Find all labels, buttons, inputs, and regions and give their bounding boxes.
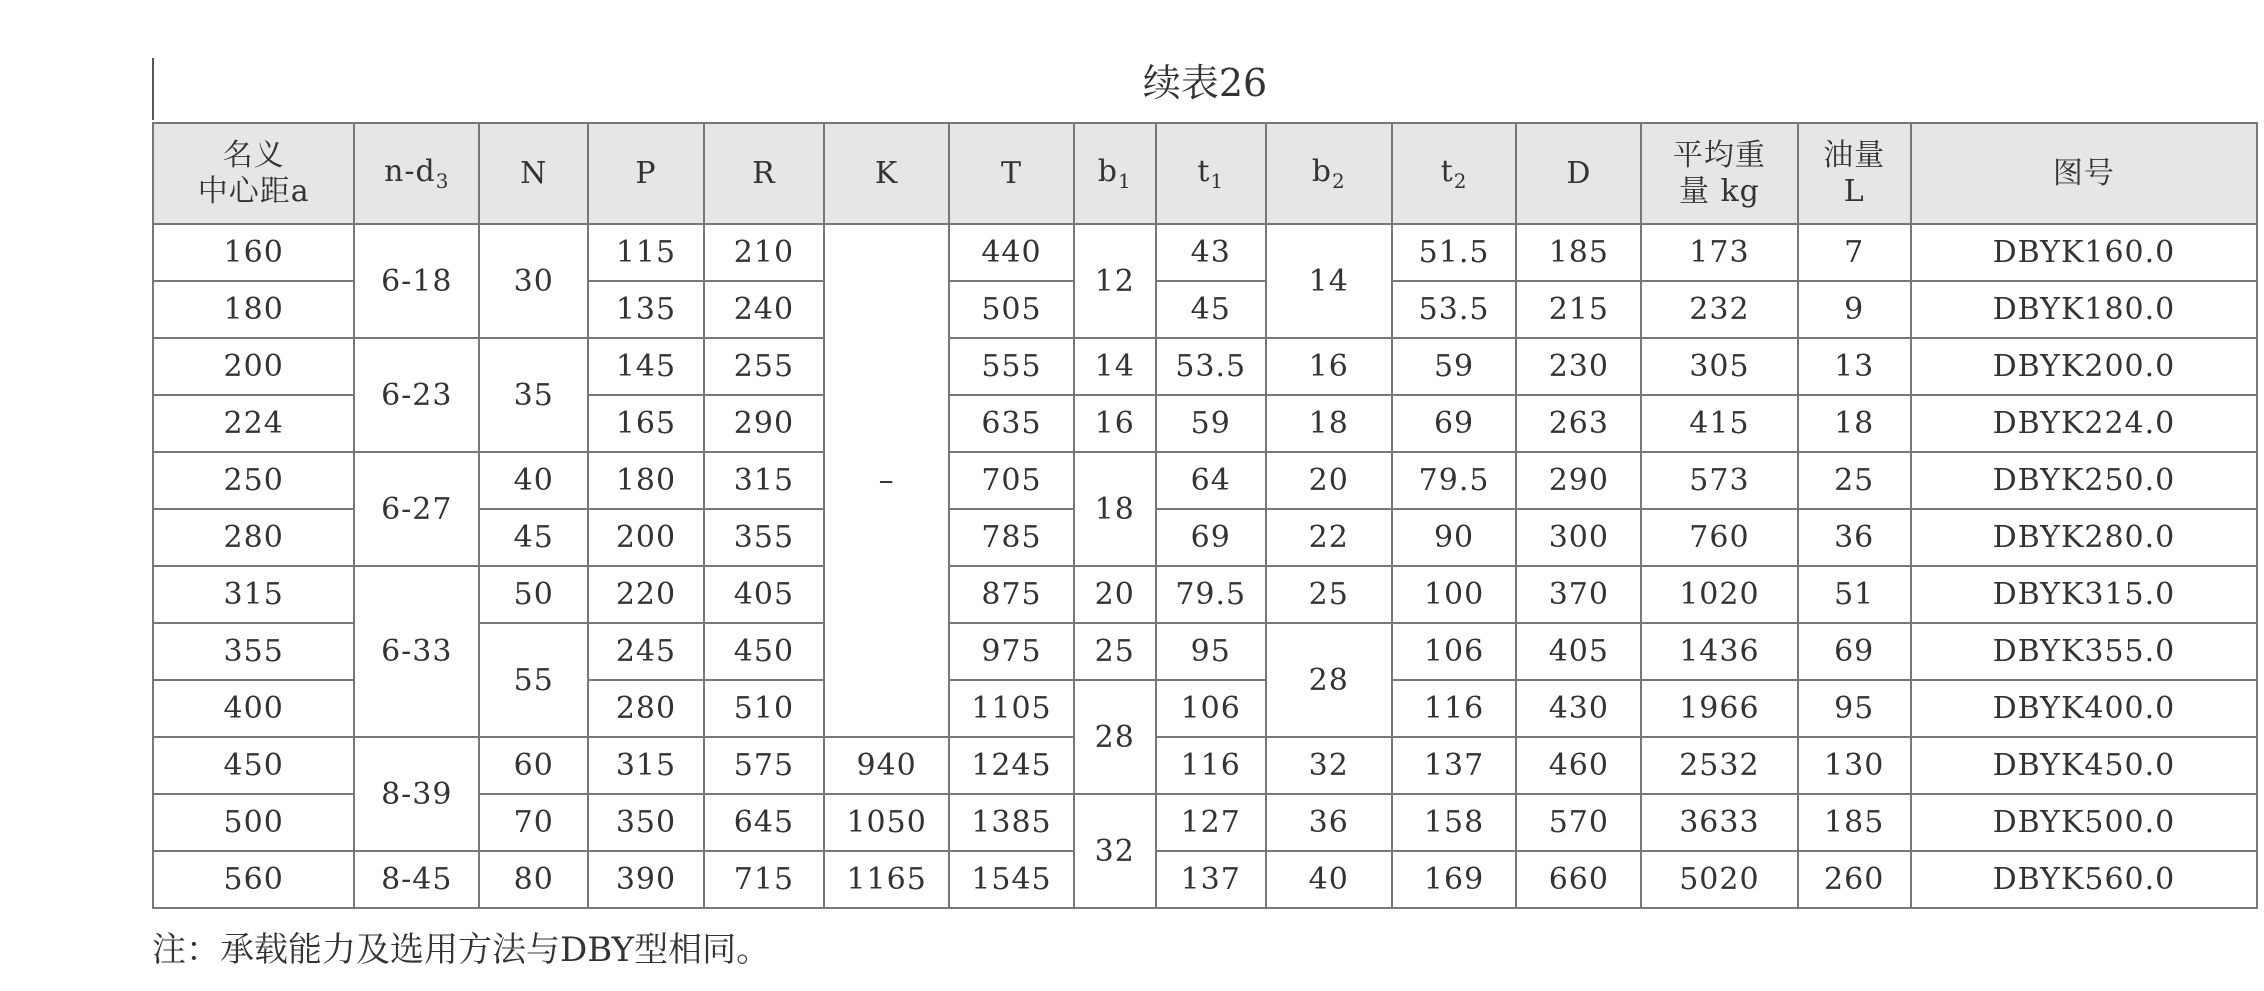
cell-b2: 28	[1266, 623, 1392, 737]
cell-b1: 25	[1074, 623, 1156, 680]
cell-t2: 53.5	[1392, 281, 1517, 338]
cell-T: 1545	[949, 851, 1074, 908]
header-K: K	[824, 123, 949, 224]
cell-drawing-number: DBYK224.0	[1911, 395, 2257, 452]
cell-center-distance: 280	[153, 509, 354, 566]
cell-D: 185	[1516, 224, 1641, 281]
cell-T: 785	[949, 509, 1074, 566]
cell-R: 240	[704, 281, 825, 338]
header-R: R	[704, 123, 825, 224]
table-row	[153, 851, 2257, 908]
cell-b1: 18	[1074, 452, 1156, 566]
cell-oil: 13	[1798, 338, 1911, 395]
cell-R: 355	[704, 509, 825, 566]
cell-weight: 573	[1641, 452, 1797, 509]
cell-t2: 137	[1392, 737, 1517, 794]
cell-t1: 59	[1156, 395, 1266, 452]
cell-T: 555	[949, 338, 1074, 395]
cell-T: 1245	[949, 737, 1074, 794]
header-T: T	[949, 123, 1074, 224]
cell-oil: 69	[1798, 623, 1911, 680]
cell-b2: 22	[1266, 509, 1392, 566]
cell-center-distance: 200	[153, 338, 354, 395]
cell-T: 440	[949, 224, 1074, 281]
cell-R: 290	[704, 395, 825, 452]
cell-D: 230	[1516, 338, 1641, 395]
cell-K: 1050	[824, 794, 949, 851]
cell-weight: 3633	[1641, 794, 1797, 851]
cell-D: 370	[1516, 566, 1641, 623]
header-weight: 平均重 量 kg	[1641, 123, 1797, 224]
cell-oil: 18	[1798, 395, 1911, 452]
cell-oil: 7	[1798, 224, 1911, 281]
cell-b1: 12	[1074, 224, 1156, 338]
cell-b1: 20	[1074, 566, 1156, 623]
cell-center-distance: 500	[153, 794, 354, 851]
cell-b2: 16	[1266, 338, 1392, 395]
cell-P: 200	[588, 509, 703, 566]
cell-center-distance: 560	[153, 851, 354, 908]
table-row	[153, 224, 2257, 281]
cell-t1: 43	[1156, 224, 1266, 281]
cell-T: 635	[949, 395, 1074, 452]
cell-K: 1165	[824, 851, 949, 908]
cell-D: 570	[1516, 794, 1641, 851]
cell-T: 1385	[949, 794, 1074, 851]
cell-weight: 5020	[1641, 851, 1797, 908]
header-b1: $b_1$	[1074, 123, 1156, 224]
cell-D: 263	[1516, 395, 1641, 452]
cell-D: 215	[1516, 281, 1641, 338]
cell-t2: 158	[1392, 794, 1517, 851]
cell-b1: 32	[1074, 794, 1156, 908]
cell-drawing-number: DBYK450.0	[1911, 737, 2257, 794]
cell-t1: 79.5	[1156, 566, 1266, 623]
cell-oil: 51	[1798, 566, 1911, 623]
cell-n-d3: 8-39	[354, 737, 479, 851]
table-row	[153, 737, 2257, 794]
cell-b2: 40	[1266, 851, 1392, 908]
cell-oil: 36	[1798, 509, 1911, 566]
cell-N: 70	[479, 794, 588, 851]
cell-b2: 18	[1266, 395, 1392, 452]
cell-R: 210	[704, 224, 825, 281]
cell-drawing-number: DBYK500.0	[1911, 794, 2257, 851]
header-center-distance: 名义 中心距a	[153, 123, 354, 224]
header-row	[153, 123, 2257, 224]
cell-b1: 14	[1074, 338, 1156, 395]
cell-R: 255	[704, 338, 825, 395]
cell-P: 115	[588, 224, 703, 281]
cell-weight: 2532	[1641, 737, 1797, 794]
header-n-d3: $n-d_3$	[354, 123, 479, 224]
table-footnote: 注：承载能力及选用方法与DBY型相同。	[152, 930, 771, 970]
table-row	[153, 338, 2257, 395]
cell-T: 705	[949, 452, 1074, 509]
cell-R: 450	[704, 623, 825, 680]
cell-P: 145	[588, 338, 703, 395]
cell-R: 715	[704, 851, 825, 908]
cell-center-distance: 160	[153, 224, 354, 281]
cell-b1: 16	[1074, 395, 1156, 452]
cell-b2: 32	[1266, 737, 1392, 794]
cell-drawing-number: DBYK180.0	[1911, 281, 2257, 338]
cell-t2: 106	[1392, 623, 1517, 680]
header-t1: $t_1$	[1156, 123, 1266, 224]
cell-t2: 69	[1392, 395, 1517, 452]
cell-oil: 9	[1798, 281, 1911, 338]
cell-weight: 1020	[1641, 566, 1797, 623]
cell-K: 940	[824, 737, 949, 794]
cell-R: 645	[704, 794, 825, 851]
cell-b2: 14	[1266, 224, 1392, 338]
cell-drawing-number: DBYK160.0	[1911, 224, 2257, 281]
cell-t2: 169	[1392, 851, 1517, 908]
cell-P: 220	[588, 566, 703, 623]
cell-t1: 64	[1156, 452, 1266, 509]
cell-t2: 79.5	[1392, 452, 1517, 509]
cell-drawing-number: DBYK280.0	[1911, 509, 2257, 566]
cell-t2: 90	[1392, 509, 1517, 566]
cell-drawing-number: DBYK315.0	[1911, 566, 2257, 623]
table-caption: 续表26	[1142, 61, 1268, 105]
cell-D: 300	[1516, 509, 1641, 566]
cell-weight: 1966	[1641, 680, 1797, 737]
cell-T: 875	[949, 566, 1074, 623]
cell-P: 180	[588, 452, 703, 509]
cell-D: 660	[1516, 851, 1641, 908]
cell-weight: 1436	[1641, 623, 1797, 680]
cell-D: 290	[1516, 452, 1641, 509]
cell-t1: 137	[1156, 851, 1266, 908]
cell-N: 80	[479, 851, 588, 908]
header-t2: $t_2$	[1392, 123, 1517, 224]
cell-weight: 305	[1641, 338, 1797, 395]
cell-t1: 95	[1156, 623, 1266, 680]
cell-D: 405	[1516, 623, 1641, 680]
spec-table	[152, 122, 2258, 909]
cell-drawing-number: DBYK400.0	[1911, 680, 2257, 737]
cell-t1: 69	[1156, 509, 1266, 566]
cell-P: 390	[588, 851, 703, 908]
cell-oil: 185	[1798, 794, 1911, 851]
cell-t1: 53.5	[1156, 338, 1266, 395]
cell-D: 460	[1516, 737, 1641, 794]
cell-center-distance: 355	[153, 623, 354, 680]
cell-oil: 25	[1798, 452, 1911, 509]
cell-weight: 760	[1641, 509, 1797, 566]
cell-n-d3: 6-27	[354, 452, 479, 566]
cell-t1: 127	[1156, 794, 1266, 851]
header-P: P	[588, 123, 703, 224]
cell-N: 40	[479, 452, 588, 509]
cell-P: 280	[588, 680, 703, 737]
header-oil: 油量 L	[1798, 123, 1911, 224]
cell-weight: 173	[1641, 224, 1797, 281]
cell-T: 975	[949, 623, 1074, 680]
header-b2: $b_2$	[1266, 123, 1392, 224]
cell-n-d3: 6-23	[354, 338, 479, 452]
cell-t1: 106	[1156, 680, 1266, 737]
cell-t1: 116	[1156, 737, 1266, 794]
cell-weight: 232	[1641, 281, 1797, 338]
cell-P: 245	[588, 623, 703, 680]
cell-R: 575	[704, 737, 825, 794]
cell-P: 165	[588, 395, 703, 452]
cell-center-distance: 315	[153, 566, 354, 623]
cell-oil: 130	[1798, 737, 1911, 794]
cell-drawing-number: DBYK355.0	[1911, 623, 2257, 680]
cell-center-distance: 224	[153, 395, 354, 452]
cell-P: 315	[588, 737, 703, 794]
cell-center-distance: 400	[153, 680, 354, 737]
cell-drawing-number: DBYK200.0	[1911, 338, 2257, 395]
cell-t2: 116	[1392, 680, 1517, 737]
cell-oil: 95	[1798, 680, 1911, 737]
cell-n-d3: 6-33	[354, 566, 479, 737]
cell-t1: 45	[1156, 281, 1266, 338]
cell-t2: 59	[1392, 338, 1517, 395]
cell-R: 510	[704, 680, 825, 737]
table-row	[153, 452, 2257, 509]
cell-R: 405	[704, 566, 825, 623]
cell-N: 50	[479, 566, 588, 623]
cell-K: –	[824, 224, 949, 737]
header-N: N	[479, 123, 588, 224]
cell-oil: 260	[1798, 851, 1911, 908]
cell-drawing-number: DBYK250.0	[1911, 452, 2257, 509]
cell-P: 350	[588, 794, 703, 851]
cell-P: 135	[588, 281, 703, 338]
cell-n-d3: 6-18	[354, 224, 479, 338]
cell-D: 430	[1516, 680, 1641, 737]
cell-T: 1105	[949, 680, 1074, 737]
cell-N: 30	[479, 224, 588, 338]
cell-b1: 28	[1074, 680, 1156, 794]
cell-b2: 20	[1266, 452, 1392, 509]
cell-weight: 415	[1641, 395, 1797, 452]
cell-center-distance: 250	[153, 452, 354, 509]
header-D: D	[1516, 123, 1641, 224]
cell-N: 60	[479, 737, 588, 794]
table-row	[153, 566, 2257, 623]
cell-b2: 25	[1266, 566, 1392, 623]
cell-b2: 36	[1266, 794, 1392, 851]
cell-center-distance: 450	[153, 737, 354, 794]
cell-N: 55	[479, 623, 588, 737]
cell-N: 35	[479, 338, 588, 452]
cell-N: 45	[479, 509, 588, 566]
cell-t2: 100	[1392, 566, 1517, 623]
cell-center-distance: 180	[153, 281, 354, 338]
cell-R: 315	[704, 452, 825, 509]
header-drawing-number: 图号	[1911, 123, 2257, 224]
cell-n-d3: 8-45	[354, 851, 479, 908]
cell-T: 505	[949, 281, 1074, 338]
cell-drawing-number: DBYK560.0	[1911, 851, 2257, 908]
cell-t2: 51.5	[1392, 224, 1517, 281]
